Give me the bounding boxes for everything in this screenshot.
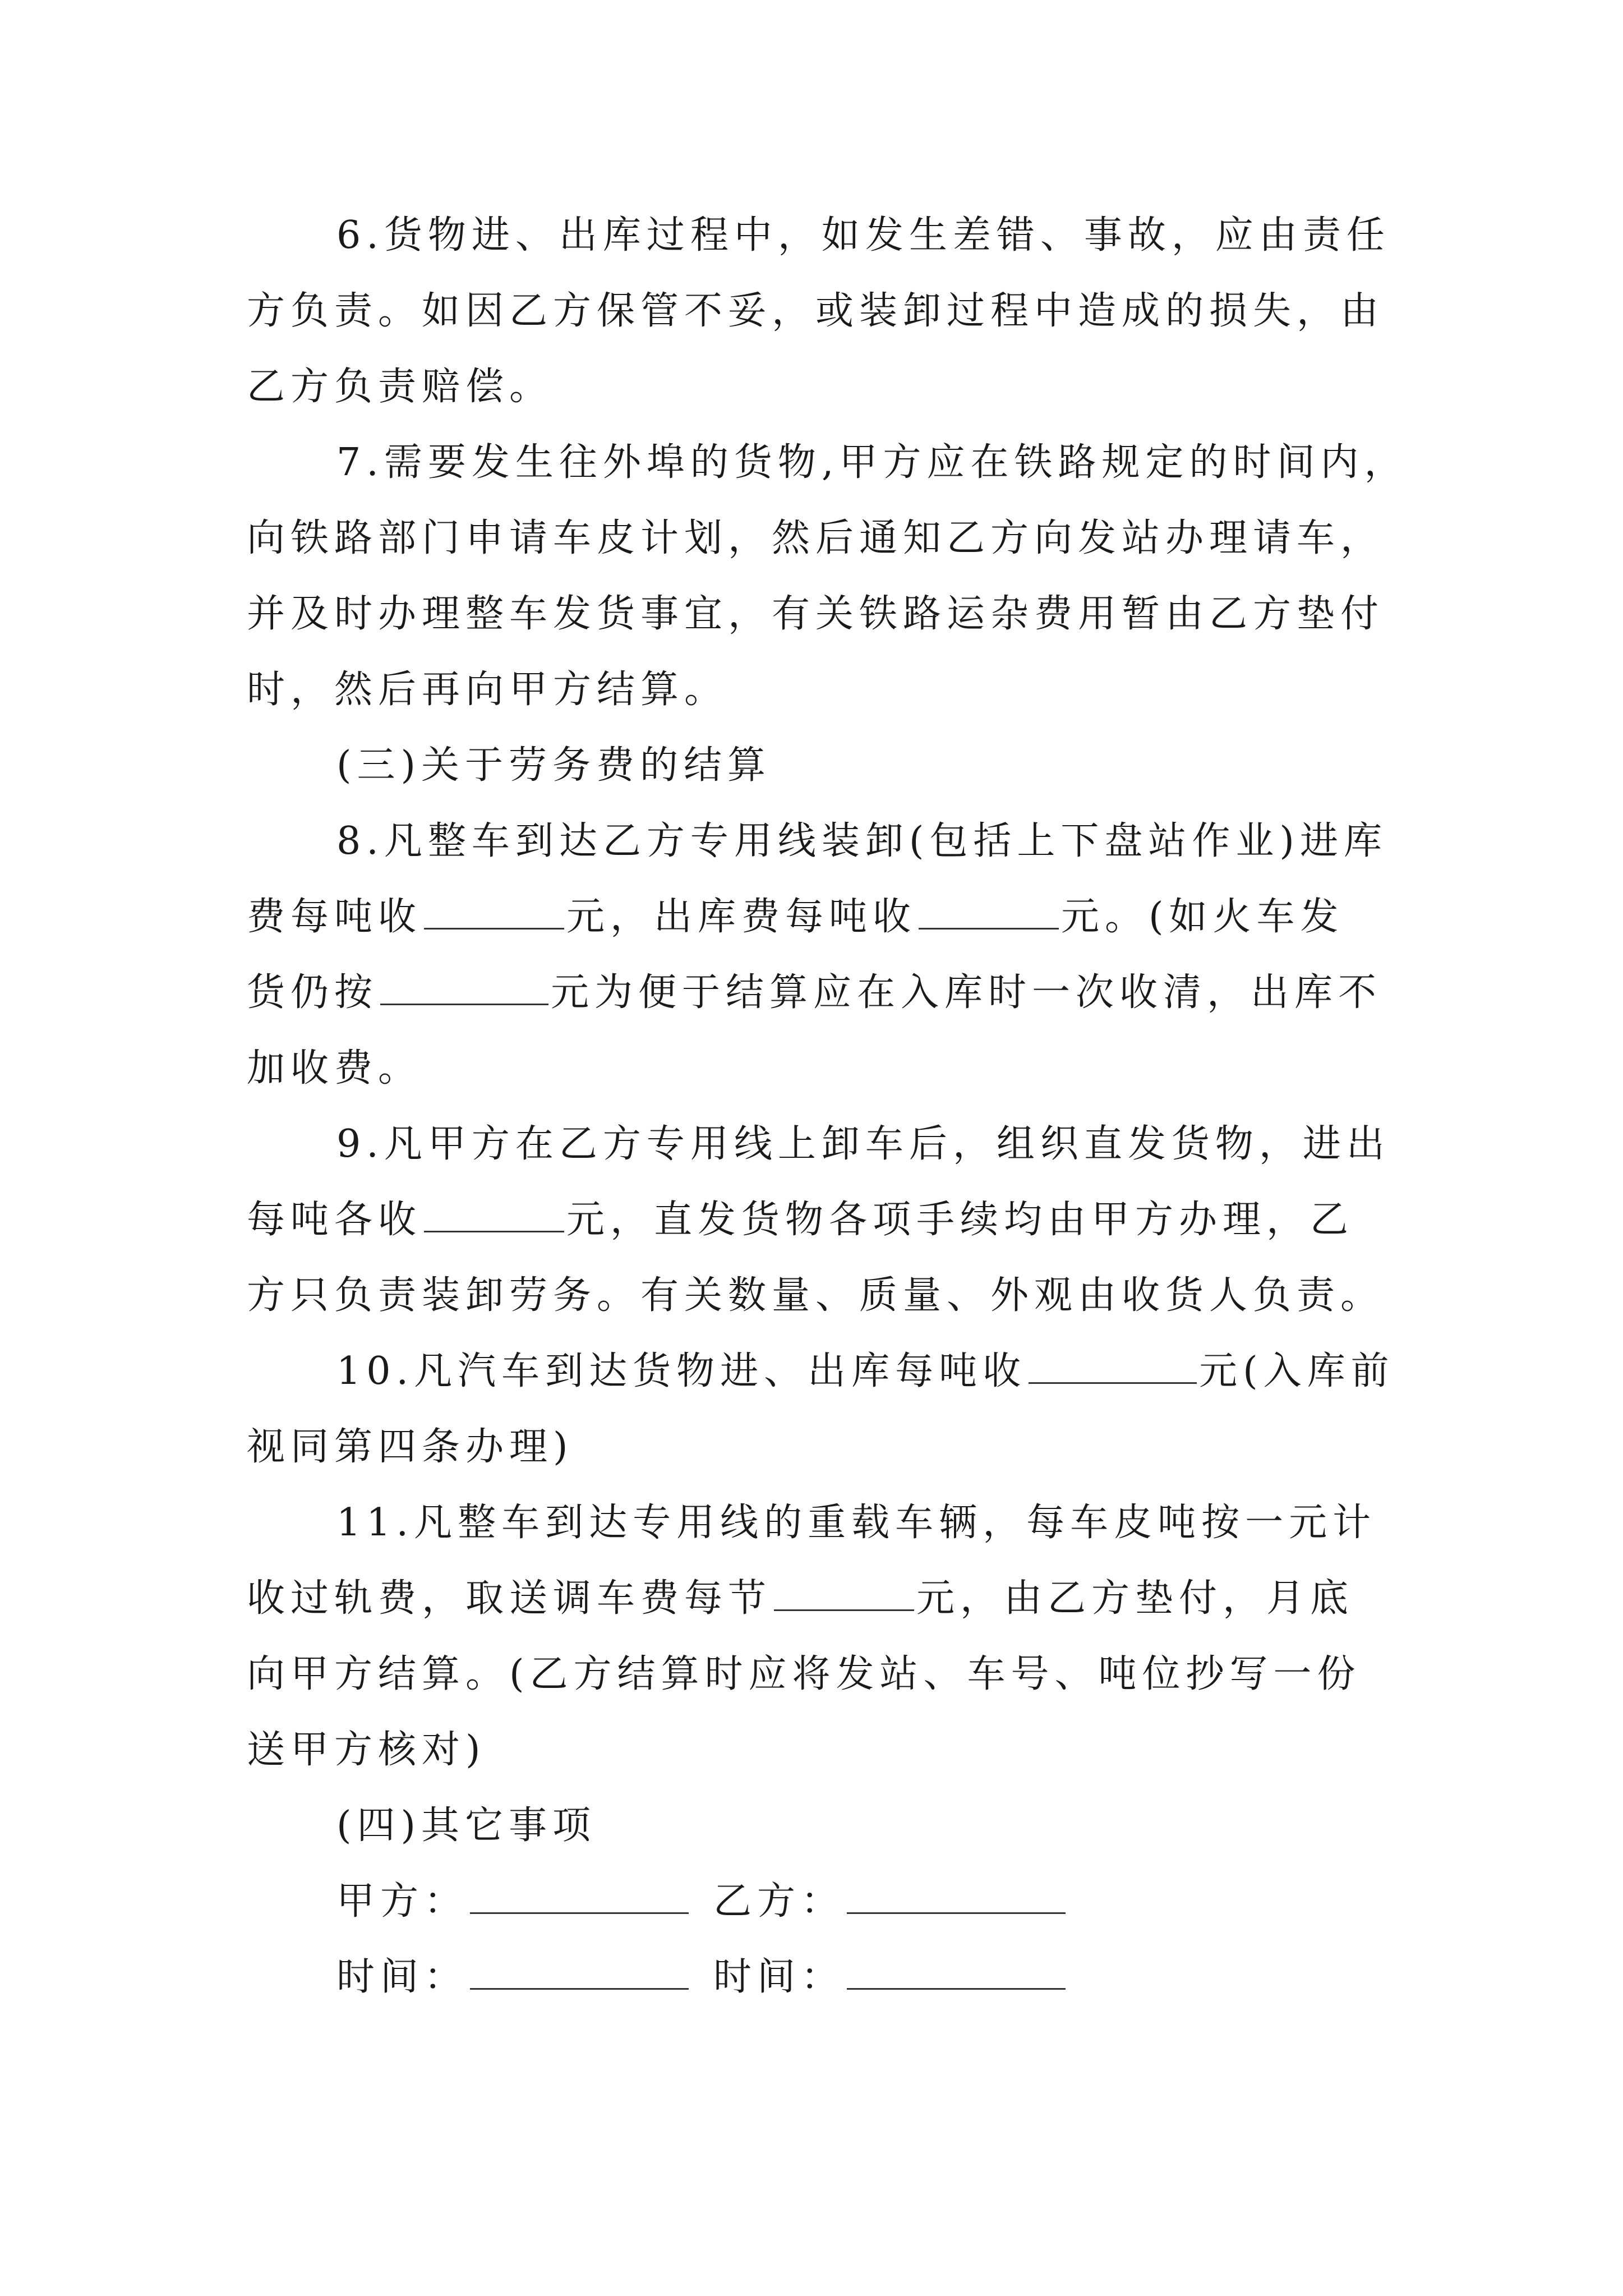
clause-11-line-3: 向甲方结算。(乙方结算时应将发站、车号、吨位抄写一份: [247, 1652, 1361, 1696]
clause-9-line-2: 每吨各收 元，直发货物各项手续均由甲方办理，乙: [247, 1198, 1354, 1242]
section-4-heading: (四)其它事项: [336, 1803, 597, 1848]
clause-11-line-1: 11.凡整车到达专用线的重载车辆，每车皮吨按一元计: [336, 1501, 1377, 1545]
clause-6-line-3: 乙方负责赔偿。: [247, 365, 554, 409]
clause-10-line-1: 10.凡汽车到达货物进、出库每吨收 元(入库前: [336, 1349, 1395, 1393]
clause-11-line-2: 收过轨费，取送调车费每节 元，由乙方垫付，月底: [247, 1576, 1354, 1621]
party-b-label: 乙方：: [713, 1879, 845, 1924]
clause-6-line-2: 方负责。如因乙方保管不妥，或装卸过程中造成的损失，由: [247, 289, 1385, 333]
fee-blank-train: [380, 971, 548, 1005]
clause-8-line-4: 加收费。: [247, 1046, 422, 1091]
clause-7-line-1: 7.需要发生往外埠的货物,甲方应在铁路规定的时间内，: [336, 440, 1408, 485]
clause-7-line-2: 向铁路部门申请车皮计划，然后通知乙方向发站办理请车，: [247, 516, 1385, 560]
clause-11-line-4: 送甲方核对): [247, 1728, 486, 1772]
clause-8-line-1: 8.凡整车到达乙方专用线装卸(包括上下盘站作业)进库: [336, 819, 1387, 863]
signature-party-row: [336, 1876, 1068, 1927]
time-a-label: 时间：: [336, 1955, 468, 1999]
signature-time-row: [336, 1952, 1068, 2003]
fee-blank-direct: [424, 1198, 564, 1232]
clause-7-line-4: 时，然后再向甲方结算。: [247, 668, 728, 712]
clause-7-line-3: 并及时办理整车发货事宜，有关铁路运杂费用暂由乙方垫付: [247, 592, 1385, 636]
fee-blank-shunting: [774, 1577, 914, 1611]
time-a-blank: [470, 1955, 689, 1990]
clause-9-line-3: 方只负责装卸劳务。有关数量、质量、外观由收货人负责。: [247, 1273, 1385, 1318]
section-3-heading: (三)关于劳务费的结算: [336, 743, 772, 788]
clause-8-line-2: 费每吨收 元，出库费每吨收 元。(如火车发: [247, 895, 1344, 939]
party-a-label: 甲方：: [336, 1879, 468, 1924]
clause-6-line-1: 6.货物进、出库过程中，如发生差错、事故，应由责任: [336, 213, 1390, 257]
fee-blank-truck: [1029, 1350, 1197, 1384]
time-b-label: 时间：: [713, 1955, 845, 1999]
clause-9-line-1: 9.凡甲方在乙方专用线上卸车后，组织直发货物，进出: [336, 1122, 1390, 1166]
fee-blank-inbound: [424, 895, 564, 930]
party-a-blank: [470, 1880, 689, 1914]
clause-8-line-3: 货仍按 元为便于结算应在入库时一次收清，出库不: [247, 970, 1382, 1015]
time-b-blank: [847, 1955, 1066, 1990]
party-b-blank: [847, 1880, 1066, 1914]
clause-10-line-2: 视同第四条办理): [247, 1425, 574, 1469]
fee-blank-outbound: [919, 895, 1059, 930]
